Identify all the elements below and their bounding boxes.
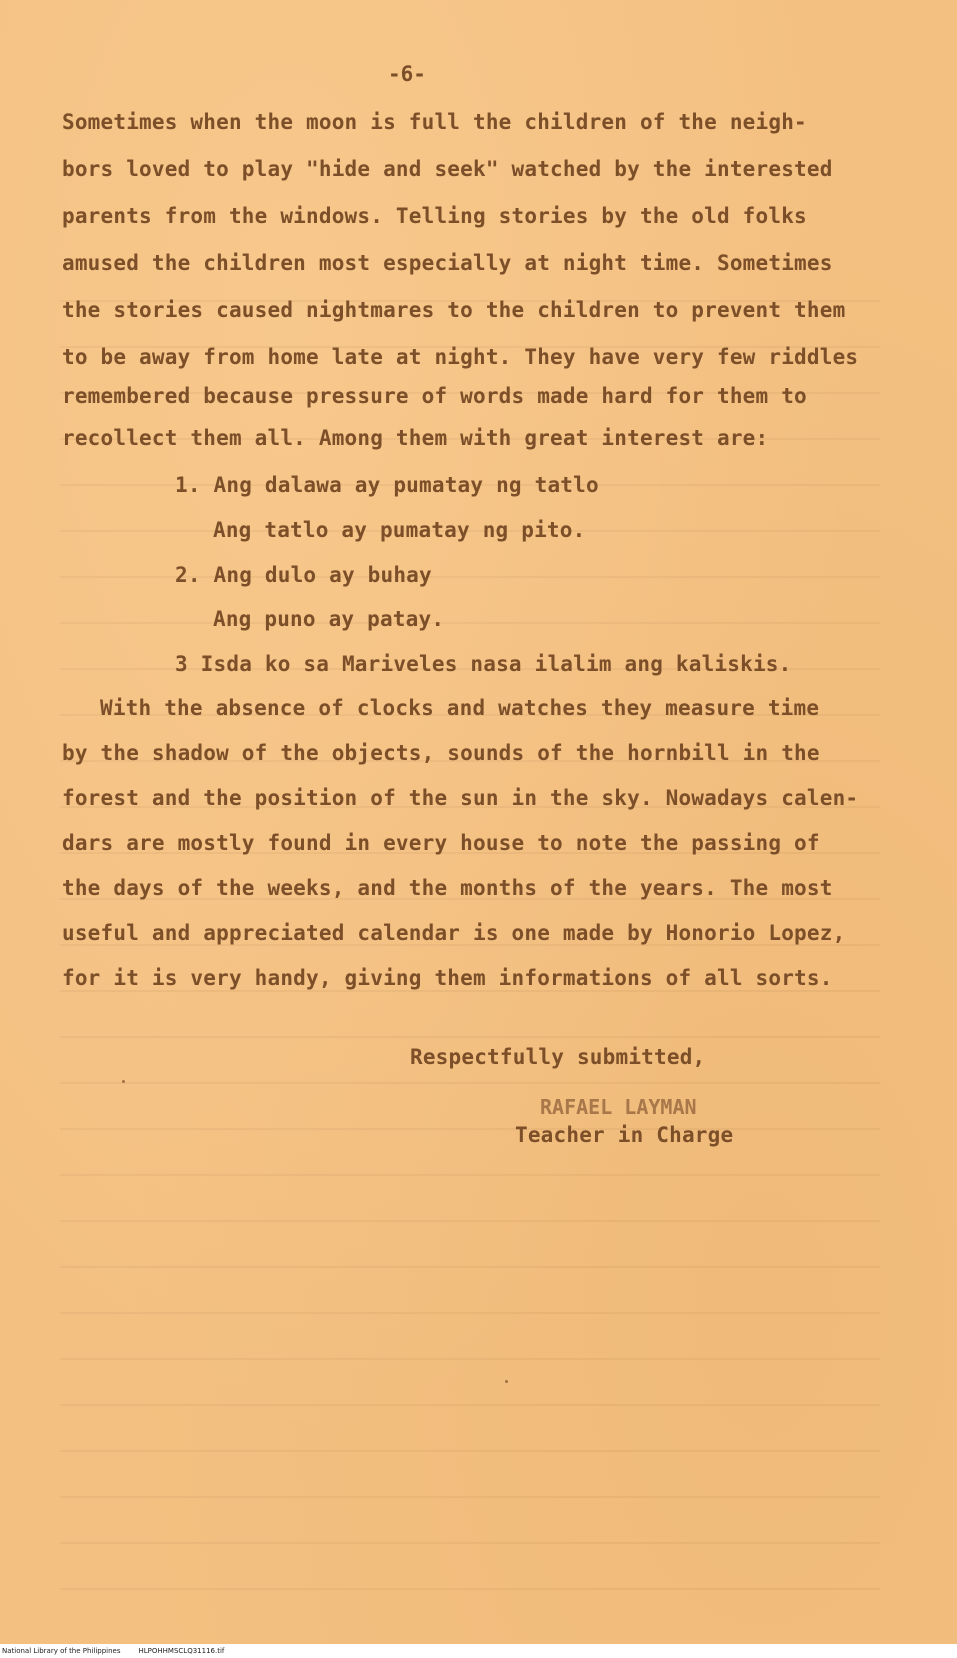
riddle-line: 2. Ang dulo ay buhay (175, 563, 432, 587)
body-line: dars are mostly found in every house to note the passing of (62, 831, 820, 855)
body-line: the stories caused nightmares to the children to prevent them (62, 298, 846, 322)
body-line: bors loved to play "hide and seek" watched by the interested (62, 157, 833, 181)
body-line: Sometimes when the moon is full the children of the neigh- (62, 110, 807, 134)
paper-speck (505, 1380, 508, 1383)
body-line: With the absence of clocks and watches they measure time (100, 696, 820, 720)
body-line: for it is very handy, giving them informations of all sorts. (62, 966, 833, 990)
footer-file-name: HLPOHHMSCLQ31116.tif (138, 1647, 225, 1655)
riddle-line: 3 Isda ko sa Mariveles nasa ilalim ang kaliskis. (175, 652, 792, 676)
body-line: remembered because pressure of words made hard for them to (62, 384, 807, 408)
footer-institution: National Library of the Philippines (2, 1647, 121, 1655)
signature-name: RAFAEL LAYMAN (540, 1095, 697, 1119)
scan-footer (0, 1644, 957, 1658)
riddle-line: 1. Ang dalawa ay pumatay ng tatlo (175, 473, 599, 497)
paper-speck (122, 1080, 125, 1083)
riddle-line: Ang puno ay patay. (213, 607, 445, 631)
closing-line: Respectfully submitted, (410, 1045, 706, 1069)
body-line: amused the children most especially at night time. Sometimes (62, 251, 833, 275)
page-number: -6- (388, 62, 426, 86)
body-line: useful and appreciated calendar is one made by Honorio Lopez, (62, 921, 846, 945)
signature-title: Teacher in Charge (515, 1123, 734, 1147)
body-line: parents from the windows. Telling stories by the old folks (62, 204, 807, 228)
body-line: recollect them all. Among them with great interest are: (62, 426, 769, 450)
body-line: the days of the weeks, and the months of the years. The most (62, 876, 833, 900)
riddle-line: Ang tatlo ay pumatay ng pito. (213, 518, 586, 542)
body-line: forest and the position of the sun in the sky. Nowadays calen- (62, 786, 859, 810)
body-line: to be away from home late at night. They have very few riddles (62, 345, 859, 369)
body-line: by the shadow of the objects, sounds of the hornbill in the (62, 741, 820, 765)
